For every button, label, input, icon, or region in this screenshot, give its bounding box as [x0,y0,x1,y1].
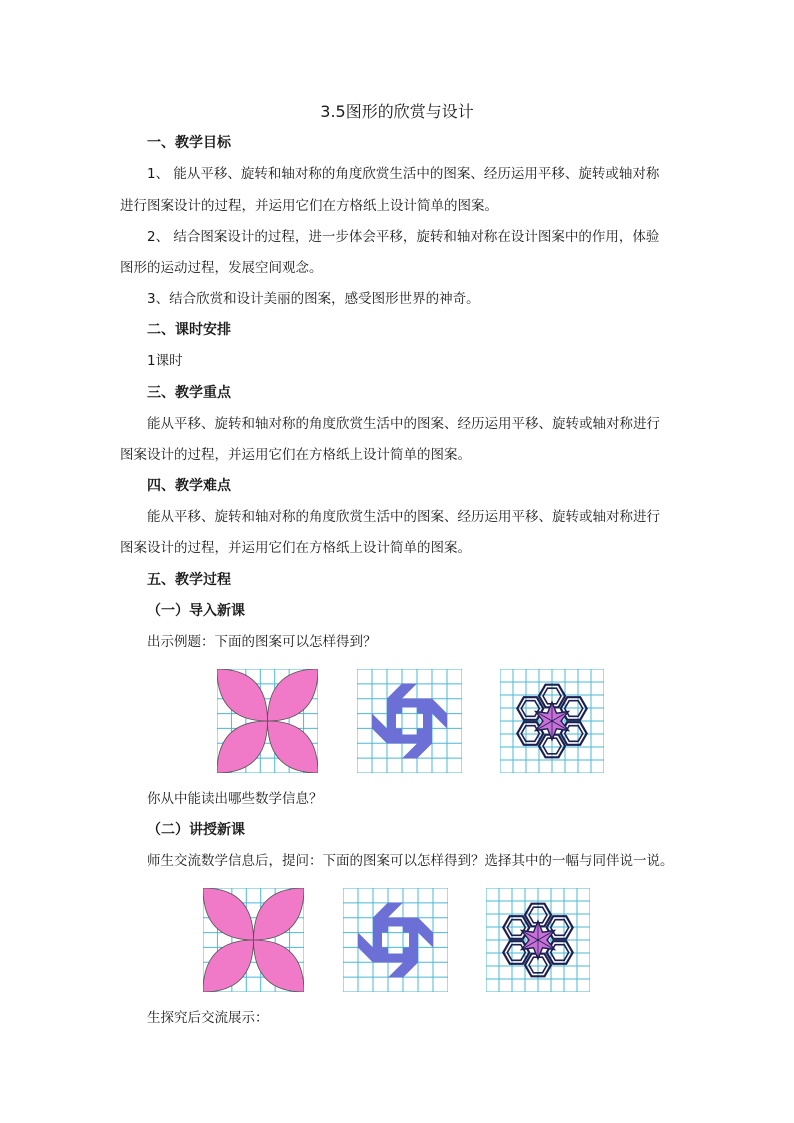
figure-hexagon-star-pattern [500,669,604,773]
page-title: 3.5图形的欣赏与设计 [320,102,474,121]
paragraph: 出示例题：下面的图案可以怎样得到？ [147,634,377,650]
paragraph: 3、结合欣赏和设计美丽的图案，感受图形世界的神奇。 [147,291,480,307]
section-heading-process: 五、教学过程 [147,572,231,588]
paragraph: 能从平移、旋转和轴对称的角度欣赏生活中的图案、经历运用平移、旋转或轴对称进行 [147,509,660,525]
figure-pinwheel-pattern [343,888,448,992]
section-heading-objectives: 一、教学目标 [147,135,231,151]
paragraph: 进行图案设计的过程，并运用它们在方格纸上设计简单的图案。 [120,198,498,214]
subheading-intro: （一）导入新课 [147,603,245,619]
paragraph: 能从平移、旋转和轴对称的角度欣赏生活中的图案、经历运用平移、旋转或轴对称进行 [147,416,660,432]
pinwheel-shape [358,903,433,978]
figure-petal-pattern [203,888,304,992]
subheading-new-lesson: （二）讲授新课 [147,822,245,838]
section-heading-difficulties: 四、教学难点 [147,478,231,494]
section-heading-schedule: 二、课时安排 [147,322,231,338]
paragraph: 图案设计的过程，并运用它们在方格纸上设计简单的图案。 [120,540,471,556]
section-heading-key-points: 三、教学重点 [147,385,231,401]
paragraph: 生探究后交流展示： [147,1010,269,1026]
figure-petal-pattern [217,669,318,773]
paragraph: 图形的运动过程，发展空间观念。 [120,260,323,276]
paragraph: 2、 结合图案设计的过程，进一步体会平移，旋转和轴对称在设计图案中的作用，体验 [147,229,660,245]
paragraph: 1课时 [147,353,183,369]
paragraph: 师生交流数学信息后，提问：下面的图案可以怎样得到？选择其中的一幅与同伴说一说。 [147,853,674,869]
figure-pinwheel-pattern [357,669,462,773]
figure-hexagon-star-pattern [486,888,590,992]
paragraph: 你从中能读出哪些数学信息？ [147,791,323,807]
pinwheel-shape [372,684,447,759]
paragraph: 1、 能从平移、旋转和轴对称的角度欣赏生活中的图案、经历运用平移、旋转或轴对称 [147,166,660,182]
paragraph: 图案设计的过程，并运用它们在方格纸上设计简单的图案。 [120,447,471,463]
